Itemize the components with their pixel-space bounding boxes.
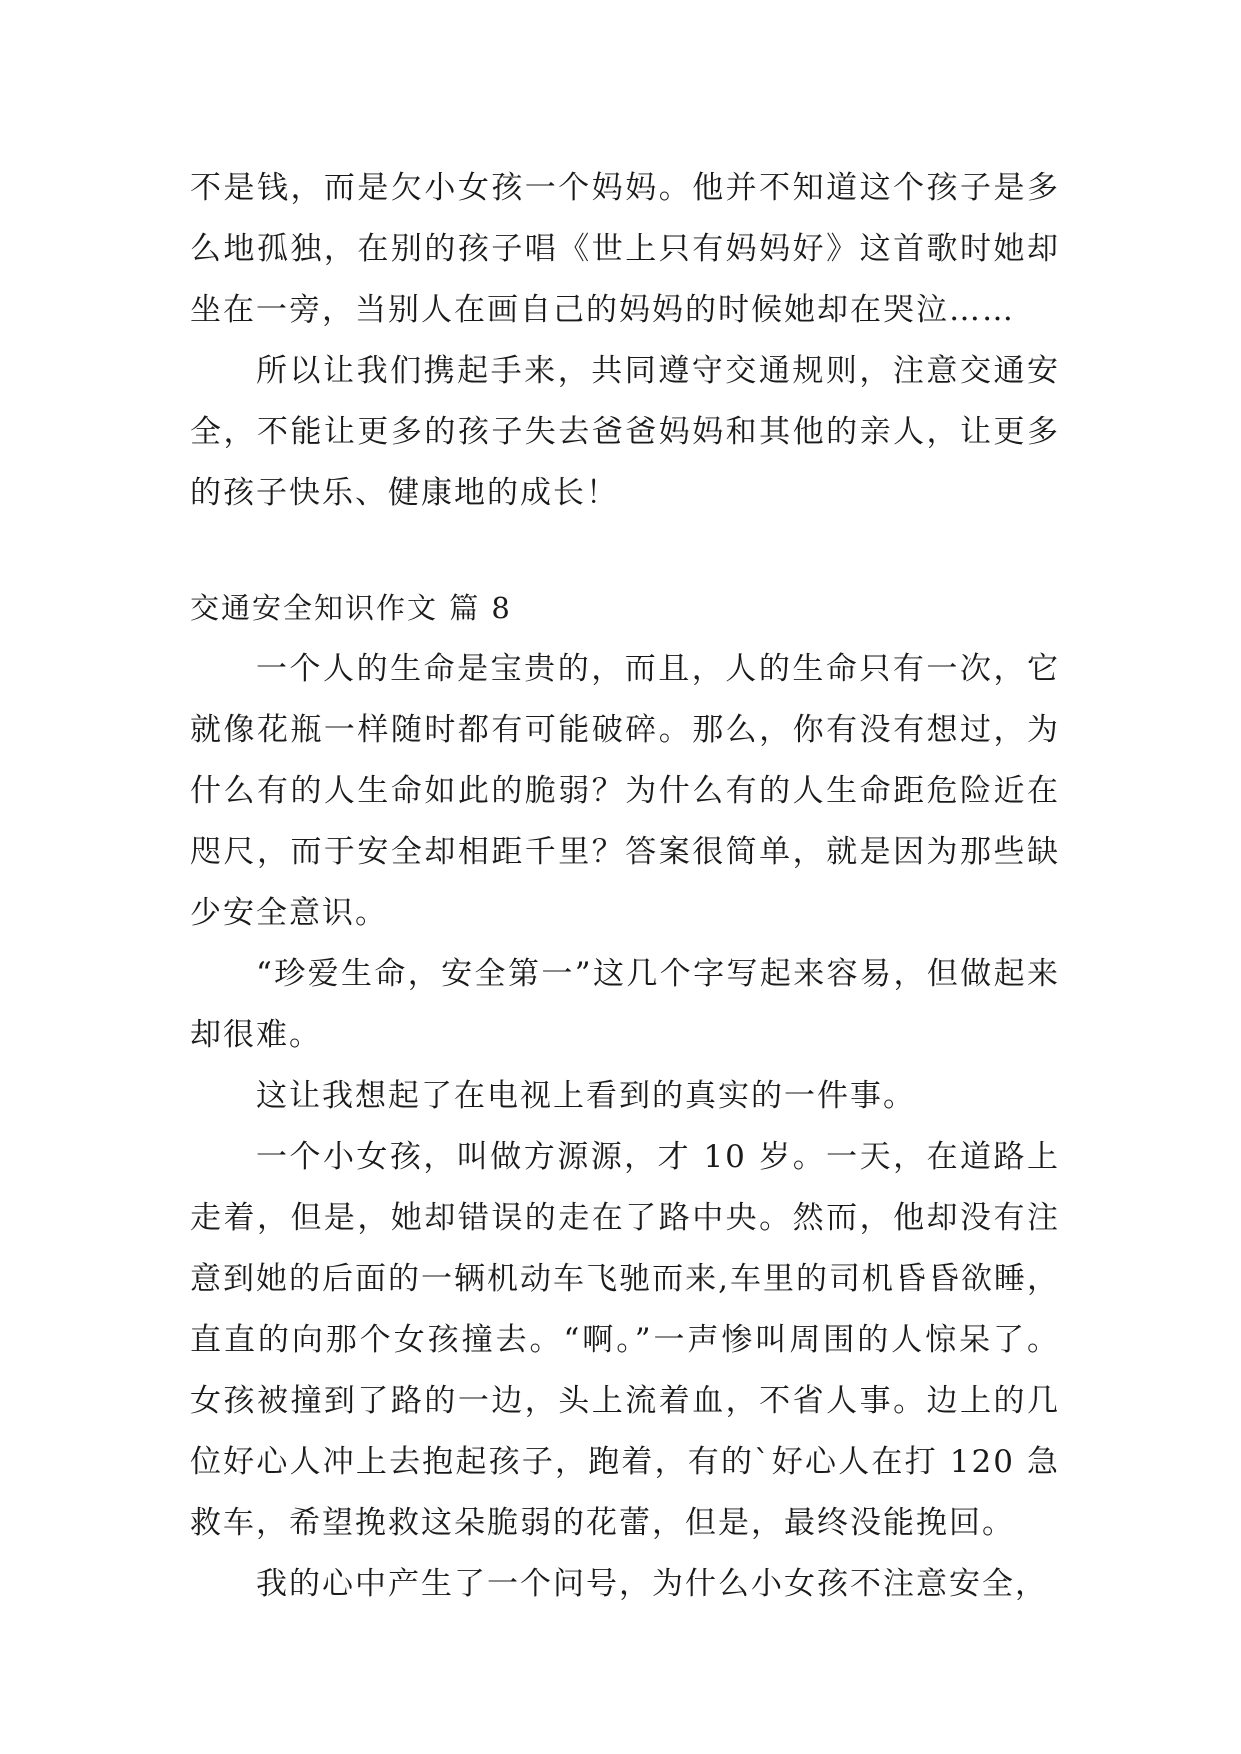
body-paragraph: 一个人的生命是宝贵的，而且，人的生命只有一次，它就像花瓶一样随时都有可能破碎。那么，你有没有想过，为什么有的人生命如此的脆弱？为什么有的人生命距危险近在咫尺，而于安全却相距千里？答案很简单，就是因为那些缺少安全意识。 <box>190 651 1060 931</box>
section-heading: 交通安全知识作文 篇 8 <box>190 591 512 625</box>
closing-paragraph: 所以让我们携起手来，共同遵守交通规则，注意交通安全，不能让更多的孩子失去爸爸妈妈和其他的亲人，让更多的孩子快乐、健康地的成长！ <box>190 353 1060 511</box>
document-body <box>190 158 1060 1615</box>
continuation-paragraph: 不是钱，而是欠小女孩一个妈妈。他并不知道这个孩子是多么地孤独，在别的孩子唱《世上只有妈妈好》这首歌时她却坐在一旁，当别人在画自己的妈妈的时候她却在哭泣…… <box>190 170 1060 328</box>
body-paragraph: 一个小女孩，叫做方源源，才 10 岁。一天，在道路上走着，但是，她却错误的走在了路中央。然而，他却没有注意到她的后面的一辆机动车飞驰而来,车里的司机昏昏欲睡，直直的向那个女孩撞去。“啊。”一声惨叫周围的人惊呆了。女孩被撞到了路的一边，头上流着血，不省人事。边上的几位好心人冲上去抱起孩子，跑着，有的`好心人在打 120 急救车，希望挽救这朵脆弱的花蕾，但是，最终没能挽回。 <box>190 1139 1060 1541</box>
body-paragraph: 我的心中产生了一个问号，为什么小女孩不注意安全， <box>256 1566 1048 1602</box>
body-paragraph: “珍爱生命，安全第一”这几个字写起来容易，但做起来却很难。 <box>190 956 1060 1053</box>
section-spacer <box>190 524 1060 578</box>
body-paragraph: 这让我想起了在电视上看到的真实的一件事。 <box>256 1078 916 1114</box>
